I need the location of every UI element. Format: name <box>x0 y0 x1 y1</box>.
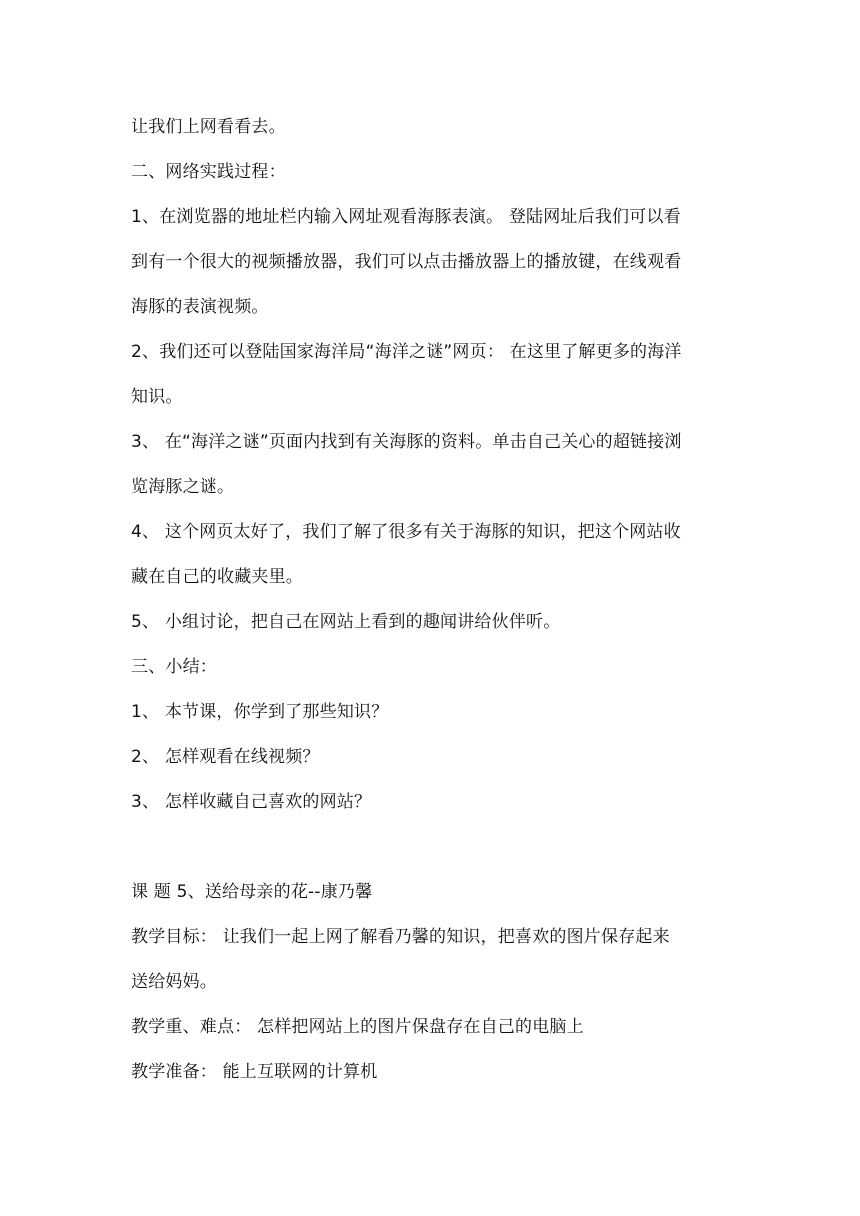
section-heading: 二、网络实践过程： <box>131 162 286 182</box>
text-line: 到有一个很大的视频播放器，我们可以点击播放器上的播放键，在线观看 <box>131 252 682 272</box>
text-line: 5、 小组讨论，把自己在网站上看到的趣闻讲给伙伴听。 <box>131 612 561 632</box>
lesson-title: 课 题 5、送给母亲的花--康乃馨 <box>131 882 373 902</box>
text-line: 1、在浏览器的地址栏内输入网址观看海豚表演。 登陆网址后我们可以看 <box>131 207 681 227</box>
text-line: 2、我们还可以登陆国家海洋局“海洋之谜”网页： 在这里了解更多的海洋 <box>131 342 682 362</box>
text-line: 4、 这个网页太好了，我们了解了很多有关于海豚的知识，把这个网站收 <box>131 522 681 542</box>
text-line: 知识。 <box>131 387 183 407</box>
text-line: 1、 本节课，你学到了那些知识？ <box>131 702 389 722</box>
text-line: 教学重、难点： 怎样把网站上的图片保盘存在自己的电脑上 <box>131 1017 584 1037</box>
text-line: 海豚的表演视频。 <box>131 297 269 317</box>
text-line: 3、 在“海洋之谜”页面内找到有关海豚的资料。单击自己关心的超链接浏 <box>131 432 682 452</box>
text-line: 让我们上网看看去。 <box>131 117 286 137</box>
text-line: 教学目标： 让我们一起上网了解看乃馨的知识，把喜欢的图片保存起来 <box>131 927 670 947</box>
text-line: 3、 怎样收藏自己喜欢的网站？ <box>131 792 372 812</box>
text-line: 2、 怎样观看在线视频？ <box>131 747 320 767</box>
text-line: 教学准备： 能上互联网的计算机 <box>131 1062 378 1082</box>
section-heading: 三、小结： <box>131 657 217 677</box>
text-line: 送给妈妈。 <box>131 972 217 992</box>
text-line: 藏在自己的收藏夹里。 <box>131 567 303 587</box>
text-line: 览海豚之谜。 <box>131 477 235 497</box>
